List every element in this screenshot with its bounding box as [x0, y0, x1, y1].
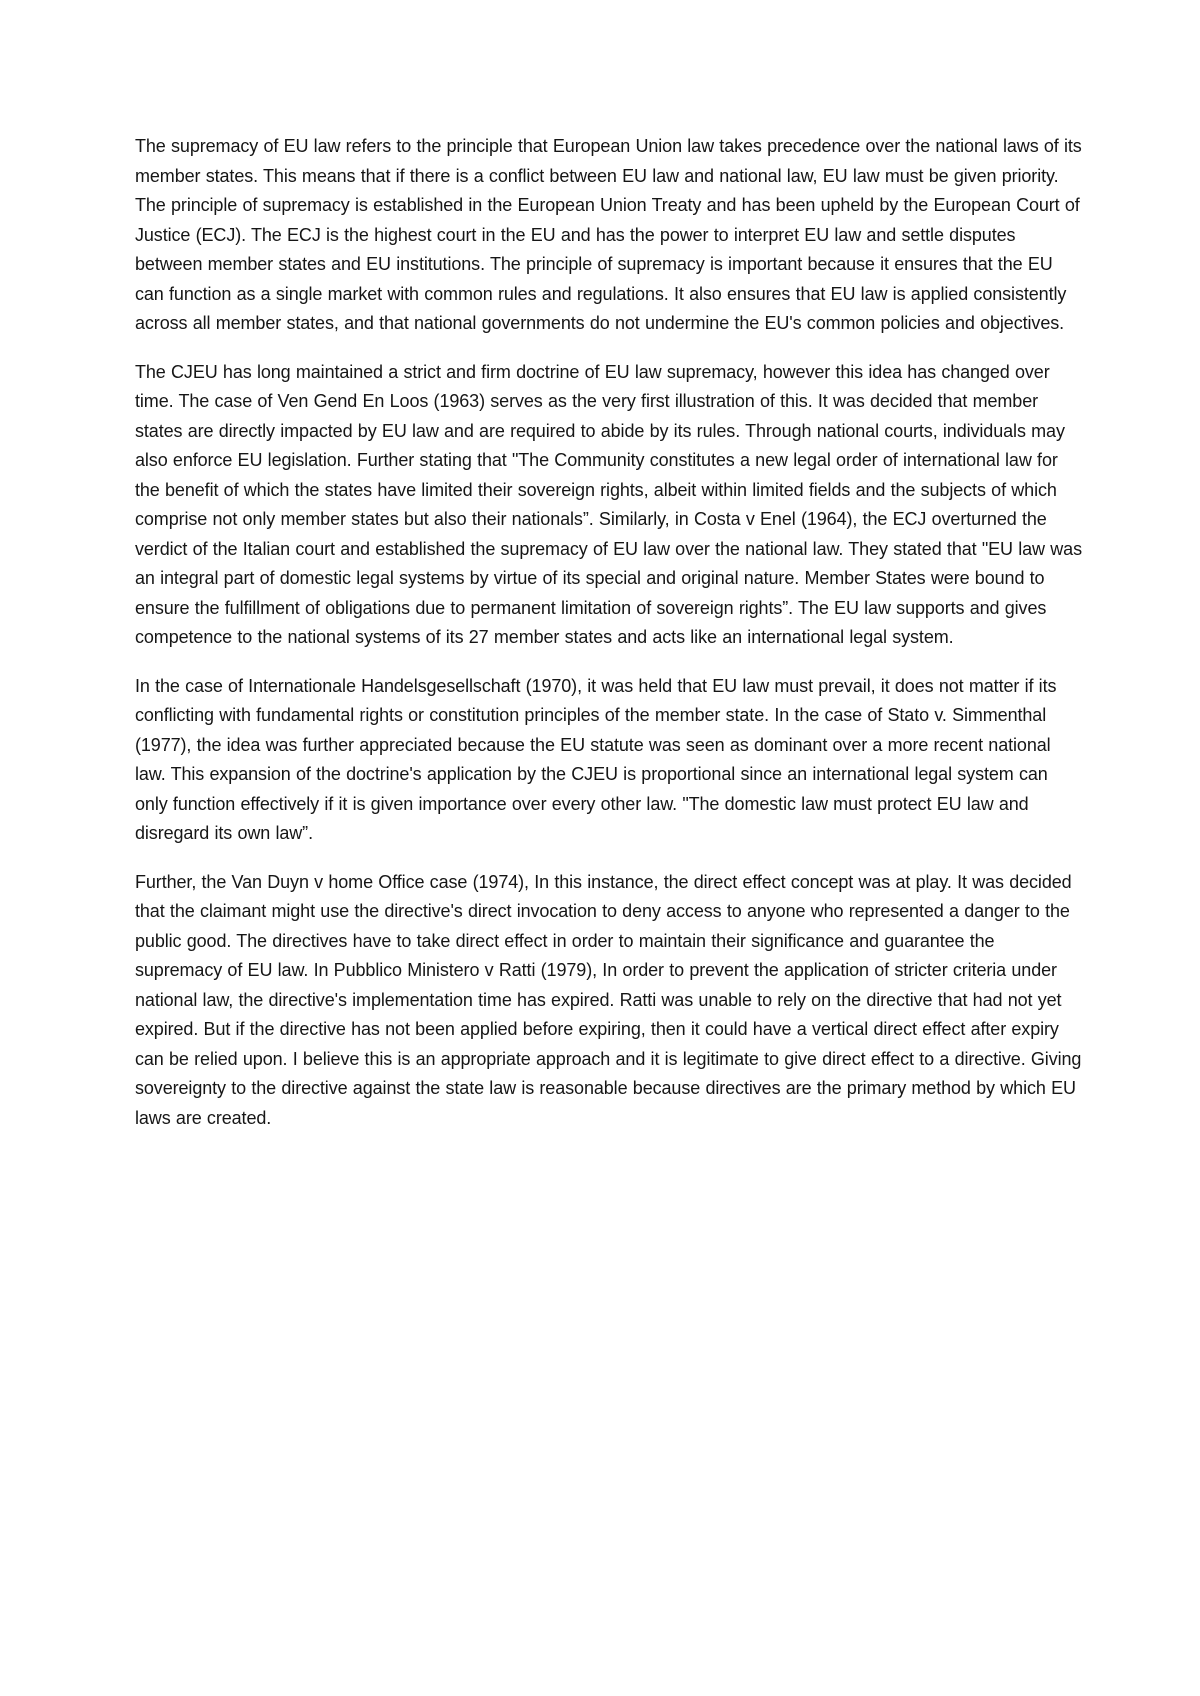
document-text-block	[135, 132, 1083, 1152]
paragraph-cjeu-doctrine: The CJEU has long maintained a strict and firm doctrine of EU law supremacy, however this idea has changed over time. The case of Ven Gend En Loos (1963) serves as the very first illustration of this. It was decided that member states are directly impacted by EU law and are required to abide by its rules. Through national courts, individuals may also enforce EU legislation. Further stating that "The Community constitutes a new legal order of international law for the benefit of which the states have limited their sovereign rights, albeit within limited fields and the subjects of which comprise not only member states but also their nationals”. Similarly, in Costa v Enel (1964), the ECJ overturned the verdict of the Italian court and established the supremacy of EU law over the national law. They stated that "EU law was an integral part of domestic legal systems by virtue of its special and original nature. Member States were bound to ensure the fulfillment of obligations due to permanent limitation of sovereign rights”. The EU law supports and gives competence to the national systems of its 27 member states and acts like an international legal system.	[135, 361, 1082, 647]
paragraph-internationale-handelsgesellschaft: In the case of Internationale Handelsgesellschaft (1970), it was held that EU law must prevail, it does not matter if its conflicting with fundamental rights or constitution principles of the member state. In the case of Stato v. Simmenthal (1977), the idea was further appreciated because the EU statute was seen as dominant over a more recent national law. This expansion of the doctrine's application by the CJEU is proportional since an international legal system can only function effectively if it is given importance over every other law. "The domestic law must protect EU law and disregard its own law”.	[135, 675, 1057, 843]
paragraph-van-duyn-ratti: Further, the Van Duyn v home Office case (1974), In this instance, the direct effect concept was at play. It was decided that the claimant might use the directive's direct invocation to deny access to anyone who represented a danger to the public good. The directives have to take direct effect in order to maintain their significance and guarantee the supremacy of EU law. In Pubblico Ministero v Ratti (1979), In order to prevent the application of stricter criteria under national law, the directive's implementation time has expired. Ratti was unable to rely on the directive that had not yet expired. But if the directive has not been applied before expiring, then it could have a vertical direct effect after expiry can be relied upon. I believe this is an appropriate approach and it is legitimate to give direct effect to a directive. Giving sovereignty to the directive against the state law is reasonable because directives are the primary method by which EU laws are created.	[135, 871, 1082, 1128]
paragraph-supremacy-intro: The supremacy of EU law refers to the principle that European Union law takes precedence over the national laws of its member states. This means that if there is a conflict between EU law and national law, EU law must be given priority. The principle of supremacy is established in the European Union Treaty and has been upheld by the European Court of Justice (ECJ). The ECJ is the highest court in the EU and has the power to interpret EU law and settle disputes between member states and EU institutions. The principle of supremacy is important because it ensures that the EU can function as a single market with common rules and regulations. It also ensures that EU law is applied consistently across all member states, and that national governments do not undermine the EU's common policies and objectives.	[135, 136, 1082, 333]
